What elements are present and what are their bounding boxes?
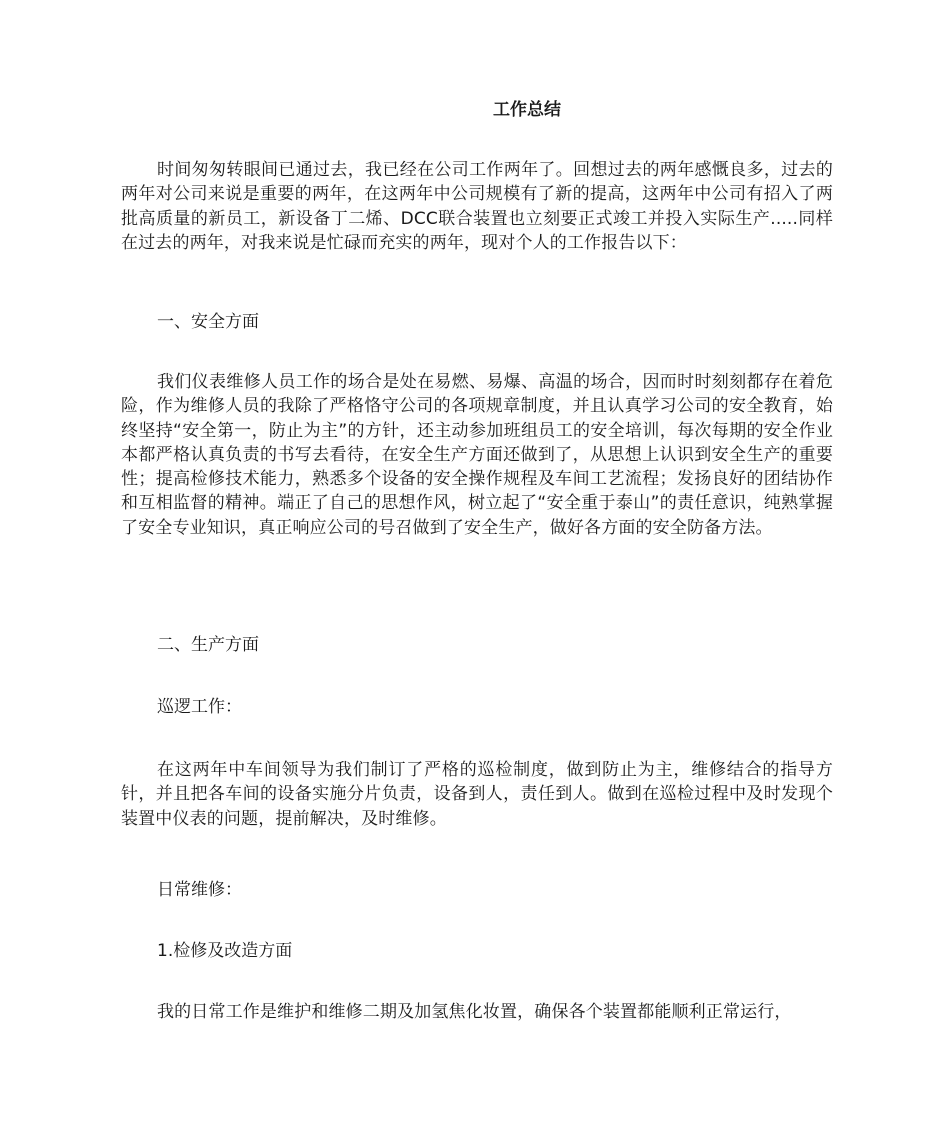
subheading-patrol: 巡逻工作： [157, 697, 242, 717]
intro-paragraph: 时间匆匆转眼间已通过去，我已经在公司工作两年了。回想过去的两年感慨良多，过去的两年对公司来说是重要的两年，在这两年中公司规模有了新的提高，这两年中公司有招入了两批高质量的新员工，新设备丁二烯、DCC联合装置也立刻要正式竣工并投入实际生产.....同样在过去的两年，对我来说是忙碌而充实的两年，现对个人的工作报告以下： [121, 160, 833, 253]
document-title: 工作总结 [493, 100, 561, 120]
safety-paragraph: 我们仪表维修人员工作的场合是处在易燃、易爆、高温的场合，因而时时刻刻都存在着危险，作为维修人员的我除了严格恪守公司的各项规章制度，并且认真学习公司的安全教育，始终坚持“安全第一，防止为主”的方针，还主动参加班组员工的安全培训，每次每期的安全作业本都严格认真负责的书写去看待，在安全生产方面还做到了，从思想上认识到安全生产的重要性；提高检修技术能力，熟悉多个设备的安全操作规程及车间工艺流程；发扬良好的团结协作和互相监督的精神。端正了自己的思想作风，树立起了“安全重于泰山”的责任意识，纯熟掌握了安全专业知识，真正响应公司的号召做到了安全生产，做好各方面的安全防备方法。 [121, 372, 833, 538]
section-heading-production: 二、生产方面 [157, 635, 259, 655]
section-heading-safety: 一、安全方面 [157, 312, 259, 332]
repair-paragraph: 我的日常工作是维护和维修二期及加氢焦化妆置，确保各个装置都能顺利正常运行， [157, 1002, 792, 1022]
subheading-repair: 1.检修及改造方面 [157, 941, 293, 961]
patrol-paragraph: 在这两年中车间领导为我们制订了严格的巡检制度，做到防止为主，维修结合的指导方针，并且把各车间的设备实施分片负责，设备到人，责任到人。做到在巡检过程中及时发现个装置中仪表的问题，提前解决，及时维修。 [121, 760, 833, 829]
subheading-maintenance: 日常维修： [157, 880, 242, 900]
